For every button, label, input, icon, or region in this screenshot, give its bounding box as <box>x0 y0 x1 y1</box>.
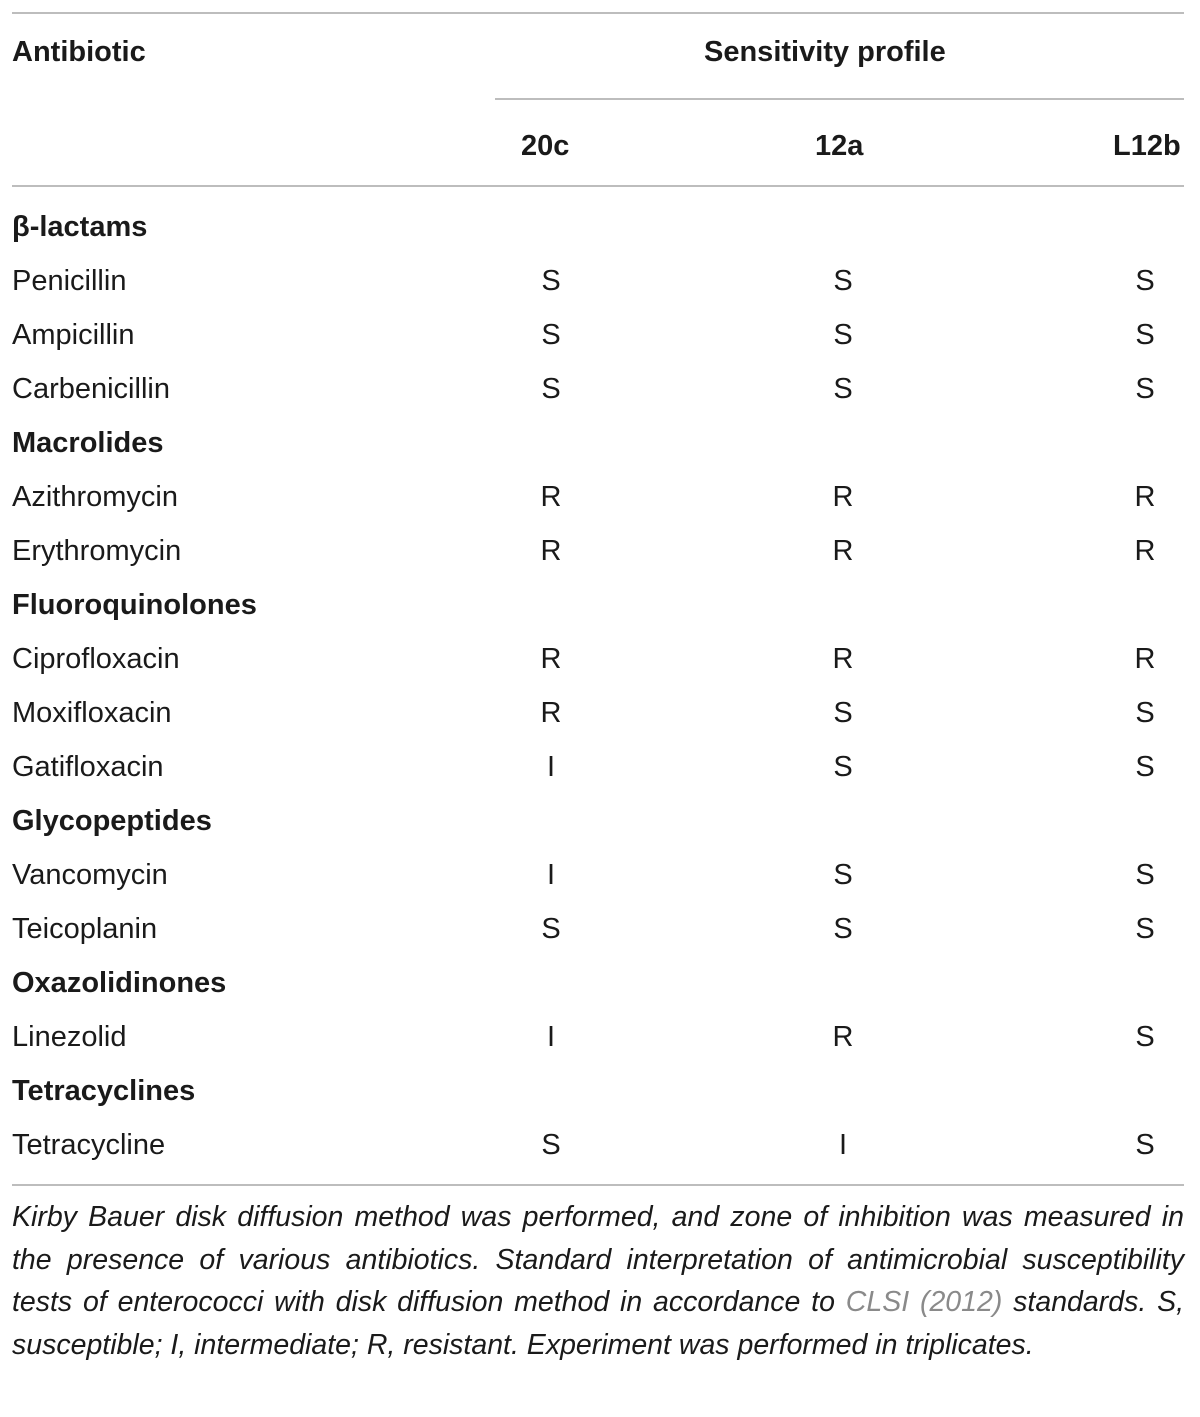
header-antibiotic: Antibiotic <box>12 36 146 68</box>
sensitivity-cell-l12b: S <box>1135 373 1155 405</box>
antibiotic-name: Gatifloxacin <box>12 751 164 783</box>
sensitivity-cell-l12b: R <box>1134 481 1156 513</box>
table-row <box>12 632 1184 686</box>
sensitivity-cell-20c: S <box>541 913 561 945</box>
group-row <box>12 1064 1184 1118</box>
top-rule <box>12 12 1184 14</box>
sensitivity-cell-l12b: S <box>1135 319 1155 351</box>
group-label: Oxazolidinones <box>12 967 227 999</box>
bottom-rule <box>12 1184 1184 1186</box>
sensitivity-cell-12a: S <box>833 373 853 405</box>
table-row <box>12 524 1184 578</box>
header-strain-20c: 20c <box>521 130 570 162</box>
table-row <box>12 362 1184 416</box>
group-row <box>12 578 1184 632</box>
sensitivity-cell-20c: I <box>546 1021 556 1053</box>
sensitivity-cell-l12b: S <box>1135 859 1155 891</box>
sensitivity-cell-12a: S <box>833 859 853 891</box>
antibiotic-name: Moxifloxacin <box>12 697 172 729</box>
sensitivity-cell-l12b: R <box>1134 535 1156 567</box>
sensitivity-cell-l12b: S <box>1135 751 1155 783</box>
sensitivity-cell-20c: I <box>546 859 556 891</box>
sensitivity-cell-20c: R <box>540 481 562 513</box>
footnote-text-before: Kirby Bauer disk diffusion method was performed, and zone of inhibition was measured in the presence of various antibiotics. Standard interpretation of antimicrobial susceptibility tests of enterococci with disk diffusion method in accordance to <box>12 1201 1184 1318</box>
sensitivity-cell-20c: S <box>541 1129 561 1161</box>
group-label: Fluoroquinolones <box>12 589 257 621</box>
header-sensitivity-profile: Sensitivity profile <box>704 36 946 68</box>
sensitivity-cell-20c: S <box>541 373 561 405</box>
header-bottom-rule <box>12 185 1184 187</box>
table-row <box>12 1010 1184 1064</box>
table-row <box>12 470 1184 524</box>
sensitivity-cell-12a: R <box>832 535 854 567</box>
sensitivity-cell-l12b: S <box>1135 913 1155 945</box>
antibiotic-name: Ciprofloxacin <box>12 643 180 675</box>
group-row <box>12 956 1184 1010</box>
sensitivity-cell-l12b: S <box>1135 697 1155 729</box>
sensitivity-cell-20c: I <box>546 751 556 783</box>
group-row <box>12 794 1184 848</box>
table-row <box>12 254 1184 308</box>
header-strain-l12b: L12b <box>1113 130 1181 162</box>
group-header-rule <box>495 98 1184 100</box>
sensitivity-cell-20c: R <box>540 535 562 567</box>
table-footnote <box>12 1196 1184 1366</box>
sensitivity-cell-20c: R <box>540 643 562 675</box>
sensitivity-cell-12a: S <box>833 319 853 351</box>
table-row <box>12 308 1184 362</box>
sensitivity-cell-12a: S <box>833 697 853 729</box>
sensitivity-cell-20c: S <box>541 319 561 351</box>
antibiotic-name: Teicoplanin <box>12 913 158 945</box>
table-row <box>12 686 1184 740</box>
sensitivity-cell-l12b: R <box>1134 643 1156 675</box>
antibiotic-name: Penicillin <box>12 265 127 297</box>
table-row <box>12 1118 1184 1172</box>
sensitivity-cell-12a: R <box>832 643 854 675</box>
sensitivity-cell-12a: I <box>838 1129 848 1161</box>
sensitivity-cell-12a: S <box>833 265 853 297</box>
antibiotic-name: Carbenicillin <box>12 373 170 405</box>
group-label: Tetracyclines <box>12 1075 196 1107</box>
group-row <box>12 416 1184 470</box>
table-row <box>12 740 1184 794</box>
header-strain-12a: 12a <box>815 130 864 162</box>
antibiotic-name: Linezolid <box>12 1021 127 1053</box>
antibiotic-name: Azithromycin <box>12 481 178 513</box>
antibiotic-name: Ampicillin <box>12 319 135 351</box>
sensitivity-cell-20c: S <box>541 265 561 297</box>
sensitivity-cell-l12b: S <box>1135 265 1155 297</box>
sensitivity-cell-12a: R <box>832 1021 854 1053</box>
footnote-text-after: standards. S, susceptible; I, intermediate; R, resistant. Experiment was performed in triplicates. <box>12 1286 1185 1361</box>
table-row <box>12 848 1184 902</box>
sensitivity-cell-l12b: S <box>1135 1129 1155 1161</box>
group-label: Macrolides <box>12 427 164 459</box>
group-label: β-lactams <box>12 211 148 243</box>
sensitivity-cell-12a: S <box>833 913 853 945</box>
group-row <box>12 200 1184 254</box>
antibiotic-name: Erythromycin <box>12 535 182 567</box>
sensitivity-cell-20c: R <box>540 697 562 729</box>
table-row <box>12 902 1184 956</box>
group-label: Glycopeptides <box>12 805 212 837</box>
antibiotic-name: Tetracycline <box>12 1129 166 1161</box>
sensitivity-cell-12a: R <box>832 481 854 513</box>
sensitivity-cell-12a: S <box>833 751 853 783</box>
sensitivity-cell-l12b: S <box>1135 1021 1155 1053</box>
citation-link[interactable]: CLSI (2012) <box>845 1286 1003 1318</box>
antibiotic-name: Vancomycin <box>12 859 168 891</box>
